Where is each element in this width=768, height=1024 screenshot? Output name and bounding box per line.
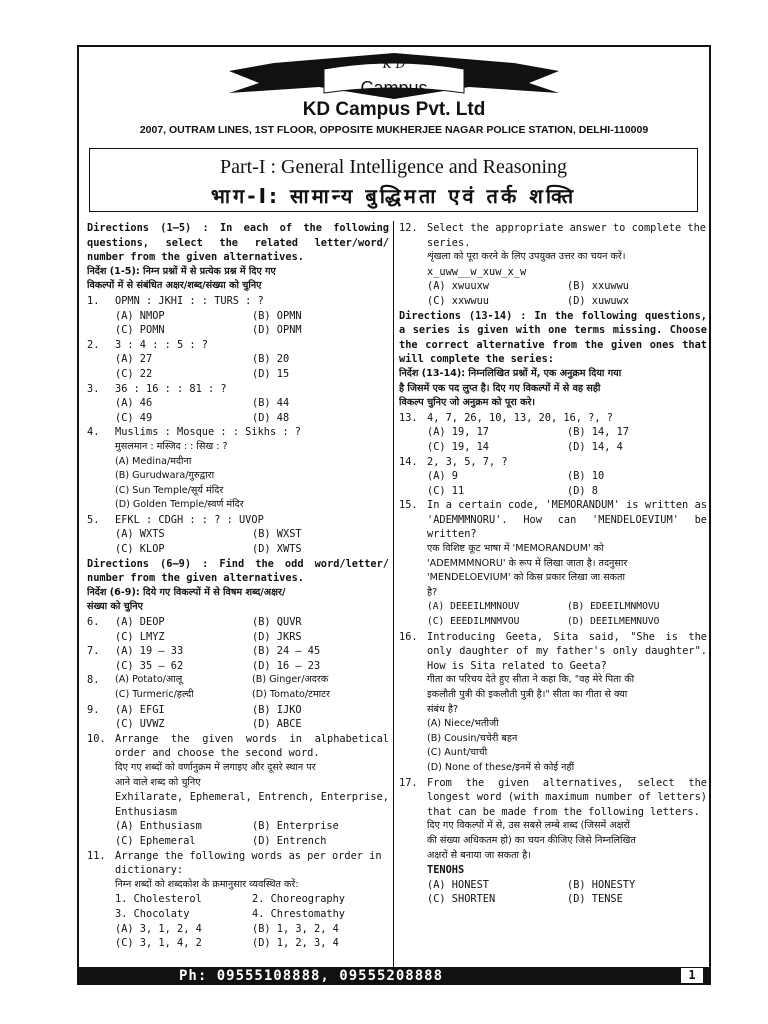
option-a: (A) Medina/मदीना [115,455,192,467]
question-text-hindi-line3: 'MENDELOEVIUM' को किस प्रकार लिखा जा सकता [427,572,626,584]
question-text: EFKL : CDGH : : ? : UVOP [115,513,264,526]
word-4: 4. Chrestomathy [252,907,345,920]
question-14 [399,455,707,499]
option-a: (A) 46 [115,397,153,410]
word-2: 2. Choreography [252,893,345,906]
option-b: (B) 10 [567,470,605,483]
question-number: 8. [87,674,100,687]
option-d: (D) XWTS [252,543,302,556]
question-7 [87,644,389,673]
option-c: (C) 49 [115,411,153,424]
option-d: (D) Tomato/टमाटर [252,689,330,700]
question-3 [87,382,389,426]
option-a: (A) Potato/आलू [115,674,183,686]
header [79,47,709,150]
option-d: (D) 16 – 23 [252,659,321,672]
question-text: 3 : 4 : : 5 : ? [115,338,208,351]
series: x_uww__w_xuw_x_w [427,265,527,278]
question-number: 4. [87,426,100,439]
question-number: 11. [87,849,106,862]
option-a: (A) EFGI [115,703,165,716]
left-column [87,221,389,951]
option-b: (B) HONESTY [567,878,636,891]
company-name: KD Campus Pvt. Ltd [302,99,486,120]
option-c: (C) 11 [427,484,465,497]
option-d: (D) JKRS [252,630,302,643]
option-a: (A) DEEEILMMNOUV [427,601,520,613]
option-a: (A) DEOP [115,616,165,629]
question-text: In a certain code, 'MEMORANDUM' is written as 'ADEMMMNORU'. How can 'MENDELOEVIUM' be written? [427,499,707,541]
option-d: (D) Entrench [252,834,327,847]
question-text-hindi-line1: एक विशिष्ट कूट भाषा में 'MEMORANDUM' को [427,543,604,555]
question-number: 2. [87,338,100,351]
question-text: 36 : 16 : : 81 : ? [115,382,227,395]
question-text: From the given alternatives, select the longest word (with maximum number of letters) that can be made from the following letters. [427,776,707,818]
option-d: (D) 15 [252,367,290,380]
option-c: (C) 22 [115,367,153,380]
directions-1-5-hindi-line2: विकल्पों में से संबंधित अक्षर/शब्द/संख्या को चुनिए [87,280,262,292]
option-a: (A) xwuuxw [427,280,489,293]
option-d: (D) Golden Temple/स्वर्ण मंदिर [115,499,244,511]
option-d: (D) None of these/इनमें से कोई नहीं [427,761,575,773]
question-1 [87,294,389,338]
footer-bar [79,967,709,985]
question-text: Arrange the following words as per order in dictionary: [115,849,382,877]
option-b: (B) IJKO [252,703,302,716]
option-b: (B) QUVR [252,616,302,629]
directions-1-5-hindi-line1: निर्देश (1-5): निम्न प्रश्नों में से प्रत्येक प्रश्न में दिए गए [87,265,276,277]
option-b: (B) xxuwwu [567,280,629,293]
question-17 [399,776,707,907]
option-c: (C) Sun Temple/सूर्य मंदिर [115,484,224,496]
option-a: (A) NMOP [115,309,165,322]
option-b: (B) Ginger/अदरक [252,674,329,686]
question-text-hindi-line3: अक्षरों से बनाया जा सकता है। [427,849,531,861]
column-divider [393,221,394,969]
page-number: 1 [681,968,703,983]
logo-script: K D [382,57,406,71]
directions-6-9: Directions (6–9) : Find the odd word/letter/ number from the given alternatives. [87,557,389,585]
question-15 [399,498,707,629]
question-number: 17. [399,776,418,789]
question-number: 5. [87,513,100,526]
option-b: (B) WXST [252,528,302,541]
option-c: (C) SHORTEN [427,893,496,906]
option-d: (D) 8 [567,484,598,497]
question-number: 14. [399,455,418,468]
option-d: (D) 48 [252,411,290,424]
question-text-hindi-line2: 'ADEMMMNORU' के रूप में लिखा जाता है। तदनुसार [427,557,628,569]
option-c: (C) Turmeric/हल्दी [115,689,194,700]
question-text-hindi-line1: दिए गए विकल्पों में से, उस सबसे लम्बे शब्द (जिसमें अक्षरों [427,820,630,832]
question-4 [87,425,389,513]
option-c: (C) UVWZ [115,718,165,731]
option-b: (B) 14, 17 [567,426,629,439]
question-text-hindi: शृंखला को पूरा करने के लिए उपयुक्त उत्तर का चयन करें। [427,251,626,263]
question-text: Introducing Geeta, Sita said, "She is the only daughter of my father's only daughter". How is Sita related to Geeta? [427,630,707,672]
question-13 [399,411,707,455]
question-text: Muslims : Mosque : : Sikhs : ? [115,426,301,439]
option-d: (D) ABCE [252,718,302,731]
option-d: (D) 14, 4 [567,440,623,453]
option-a: (A) Enthusiasm [115,820,202,833]
option-a: (A) 9 [427,470,458,483]
logo-word: Campus [360,78,428,98]
question-12 [399,221,707,309]
directions-13-14-hindi-line2: है जिसमें एक पद लुप्त है। दिए गए विकल्पों में से वह सही [399,382,601,394]
page-frame [77,45,711,985]
footer-phone: Ph: 09555108888, 09555208888 [179,968,444,984]
question-text: 4, 7, 26, 10, 13, 20, 16, ?, ? [427,411,613,424]
question-11 [87,849,389,951]
option-a: (A) 27 [115,353,153,366]
option-c: (C) POMN [115,324,165,337]
question-text-hindi-line1: गीता का परिचय देते हुए सीता ने कहा कि, "वह मेरे पिता की [427,674,635,686]
section-title-english: Part-I : General Intelligence and Reasoning [219,156,568,178]
option-d: (D) 1, 2, 3, 4 [252,937,339,950]
question-number: 6. [87,616,100,629]
question-number: 15. [399,499,418,512]
option-c: (C) 19, 14 [427,440,489,453]
section-title-hindi: भाग-I: सामान्य बुद्धिमता एवं तर्क शक्ति [210,184,577,208]
question-number: 9. [87,703,100,716]
question-text-hindi-line3: संबंध है? [427,703,459,715]
question-6 [87,615,389,644]
directions-6-9-hindi-line2: संख्या को चुनिए [87,601,143,613]
option-b: (B) Gurudwara/गुरुद्वारा [115,470,215,482]
option-c: (C) LMYZ [115,630,165,643]
question-text-hindi: मुसलमान : मस्जिद : : सिख : ? [115,440,228,452]
question-5 [87,513,389,557]
directions-13-14-hindi-line1: निर्देश (13-14): निम्नलिखित प्रश्नों में, एक अनुक्रम दिया गया [399,367,622,379]
question-10 [87,732,389,849]
word-3: 3. Chocolaty [115,907,190,920]
option-b: (B) 20 [252,353,290,366]
company-address: 2007, OUTRAM LINES, 1ST FLOOR, OPPOSITE MUKHERJEE NAGAR POLICE STATION, DELHI-110009 [139,124,649,136]
question-text-hindi-line2: आने वाले शब्द को चुनिए [115,776,201,788]
word-list: Exhilarate, Ephemeral, Entrench, Enterprise, Enthusiasm [115,791,389,818]
directions-13-14-hindi-line3: विकल्प चुनिए जो अनुक्रम को पूरा करे। [399,397,535,409]
option-c: (C) 3, 1, 4, 2 [115,937,202,950]
option-b: (B) 1, 3, 2, 4 [252,922,339,935]
option-b: (B) 24 – 45 [252,645,321,658]
option-b: (B) Enterprise [252,820,339,833]
option-c: (C) EEEDILMNMVOU [427,616,520,628]
option-a: (A) WXTS [115,528,165,541]
question-number: 13. [399,411,418,424]
option-a: (A) 19 – 33 [115,645,184,658]
question-number: 16. [399,630,418,643]
question-text-hindi-line4: है? [427,586,438,598]
option-b: (B) 44 [252,397,290,410]
question-number: 12. [399,222,418,234]
section-title-box [89,148,698,212]
option-a: (A) 19, 17 [427,426,489,439]
option-c: (C) KLOP [115,543,165,556]
option-a: (A) HONEST [427,878,489,891]
directions-6-9-hindi-line1: निर्देश (6-9): दिये गए विकल्पों में से विषम शब्द/अक्षर/ [87,586,286,598]
option-d: (D) TENSE [567,893,623,906]
question-text-hindi-line2: की संख्या अधिकतम हो) का चयन कीजिए जिसे निम्नलिखित [427,834,636,846]
question-16 [399,630,707,776]
question-number: 1. [87,294,100,307]
question-text: Select the appropriate answer to complete the series. [427,222,706,249]
option-c: (C) xxwwuu [427,294,489,307]
letters: TENOHS [427,864,465,877]
question-text-hindi-line2: इकलौती पुत्री की इकलौती पुत्री है।" सीता का गीता से क्या [427,689,628,700]
option-b: (B) EDEEILMNMOVU [567,601,660,613]
option-a: (A) 3, 1, 2, 4 [115,922,202,935]
option-d: (D) xuwuwx [567,294,629,307]
question-text: Arrange the given words in alphabetical order and choose the second word. [115,732,389,760]
question-8 [87,673,389,702]
question-text: OPMN : JKHI : : TURS : ? [115,294,264,307]
question-text-hindi-line1: दिए गए शब्दों को वर्णानुक्रम में लगाइए और दूसरे स्थान पर [115,761,316,773]
question-text-hindi: निम्न शब्दों को शब्दकोश के क्रमानुसार व्यवस्थित करें: [115,878,299,890]
question-number: 10. [87,732,106,745]
option-c: (C) 35 – 62 [115,659,184,672]
question-9 [87,703,389,732]
question-number: 7. [87,645,100,658]
directions-13-14: Directions (13-14) : In the following questions, a series is given with one terms missing. Choose the correct alternative from the given ones that will complete the series: [399,309,707,366]
question-text: 2, 3, 5, 7, ? [427,455,508,468]
option-c: (C) Ephemeral [115,834,196,847]
option-b: (B) Cousin/चचेरी बहन [427,732,518,744]
right-column [399,221,707,907]
option-d: (D) DEEILMEMNUVO [567,616,660,628]
word-1: 1. Cholesterol [115,893,202,906]
option-b: (B) OPMN [252,309,302,322]
directions-1-5: Directions (1–5) : In each of the following questions, select the related letter/word/ number from the given alternatives. [87,222,389,264]
option-c: (C) Aunt/चाची [427,747,488,759]
option-a: (A) Niece/भतीजी [427,718,499,730]
question-2 [87,338,389,382]
option-d: (D) OPNM [252,324,302,337]
question-number: 3. [87,382,100,395]
